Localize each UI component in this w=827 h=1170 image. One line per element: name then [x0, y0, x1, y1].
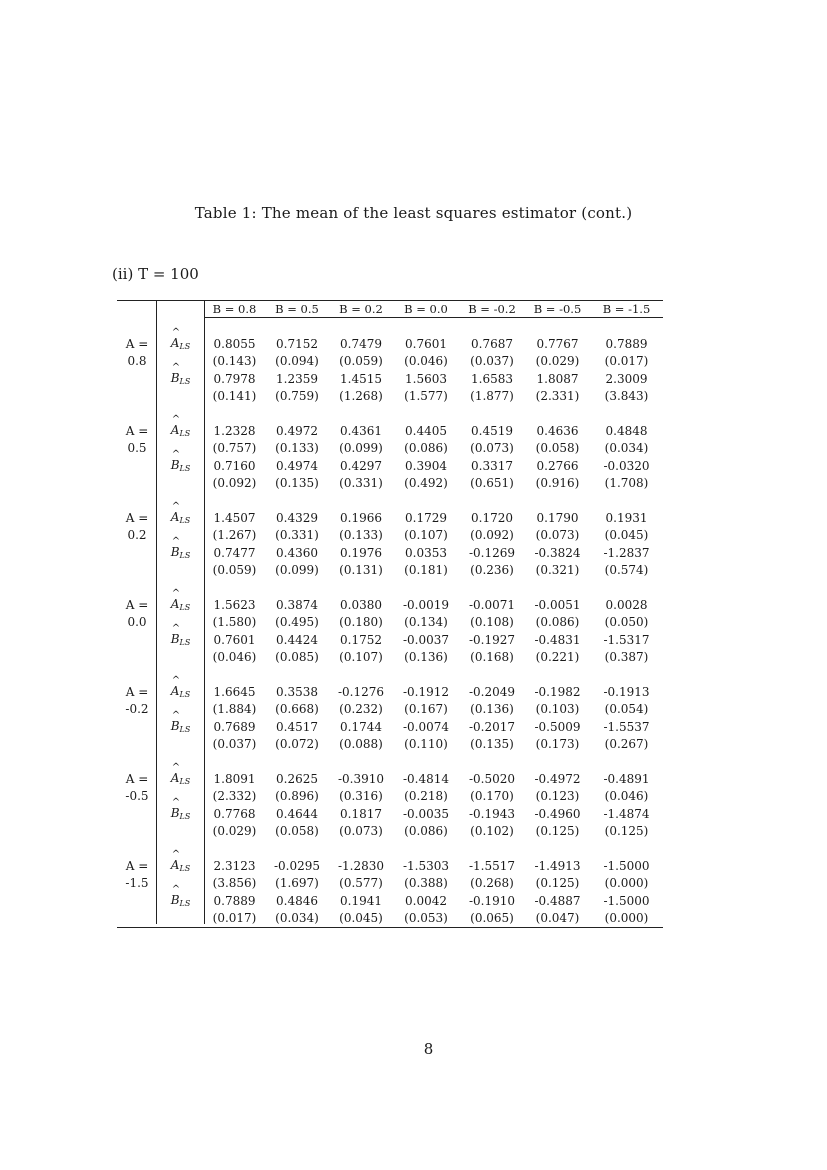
table-cell: 0.4644	[276, 806, 318, 821]
table-group	[117, 492, 663, 579]
table-cell: -1.2837	[603, 545, 650, 560]
table-group	[117, 579, 663, 666]
table-cell: 0.4846	[276, 893, 318, 908]
table-cell: (0.125)	[535, 824, 580, 839]
table-cell: -0.0295	[273, 858, 321, 873]
table-row	[117, 475, 663, 493]
table-cell: 0.7479	[340, 336, 382, 351]
table-cell: (1.877)	[470, 389, 514, 404]
table-cell: (0.574)	[604, 563, 649, 578]
table-cell: 0.1744	[340, 719, 382, 734]
a-label-cell: -0.2	[125, 702, 149, 717]
table-cell: (0.045)	[604, 528, 649, 543]
table-cell: (0.034)	[604, 441, 649, 456]
table-cell: -0.0320	[603, 458, 650, 473]
table-cell: (1.580)	[212, 615, 257, 630]
table-cell: -1.5303	[402, 858, 450, 873]
table-cell: -1.4913	[534, 858, 581, 873]
table-cell: (0.073)	[535, 528, 580, 543]
table-cell: (0.107)	[339, 650, 383, 665]
table-cell: 0.3874	[276, 597, 318, 612]
table-cell: -0.1912	[402, 684, 450, 699]
table-cell: -0.5020	[468, 771, 516, 786]
table-cell: (0.321)	[535, 563, 580, 578]
a-label-cell: 0.0	[127, 615, 147, 630]
table-cell: (0.092)	[470, 528, 514, 543]
table-cell: (0.086)	[404, 824, 448, 839]
table-cell: 0.2766	[536, 458, 579, 473]
table-cell: (0.107)	[404, 528, 448, 543]
table-cell: -0.1910	[468, 893, 516, 908]
table-cell: 0.1976	[340, 545, 382, 560]
table-cell: (1.268)	[339, 389, 383, 404]
table-row	[117, 683, 663, 701]
table-cell: 0.7601	[405, 336, 447, 351]
table-cell: -0.1943	[468, 806, 516, 821]
table-group	[117, 405, 663, 492]
table-cell: (0.267)	[604, 737, 649, 752]
table-cell: -0.4960	[534, 806, 581, 821]
a-label-cell: A =	[125, 858, 149, 873]
table-cell: 0.4974	[276, 458, 318, 473]
table-cell: -1.5000	[603, 858, 650, 873]
table-group	[117, 318, 663, 405]
table-cell: (0.017)	[604, 354, 649, 369]
table-cell: 0.4636	[536, 423, 579, 438]
table-group	[117, 753, 663, 840]
table-cell: (0.135)	[275, 476, 319, 491]
table-cell: (0.331)	[339, 476, 383, 491]
table-cell: -0.4831	[534, 632, 581, 647]
table-cell: (2.331)	[535, 389, 580, 404]
table-cell: (0.916)	[535, 476, 580, 491]
table-cell: -0.2017	[468, 719, 516, 734]
table-cell: (0.133)	[275, 441, 319, 456]
table-row	[117, 614, 663, 632]
table-row	[117, 440, 663, 458]
table-cell: 1.6645	[213, 684, 256, 699]
table-cell: 1.4515	[340, 371, 382, 386]
table-cell: (0.125)	[604, 824, 649, 839]
table-row	[117, 701, 663, 719]
table-cell: (0.103)	[535, 702, 580, 717]
table-cell: (0.173)	[535, 737, 580, 752]
estimator-label: ^ $A_{LS}$	[157, 597, 204, 612]
table-cell: (0.017)	[212, 911, 257, 926]
table-cell: (0.316)	[339, 789, 383, 804]
col-header: B = 0.0	[404, 302, 448, 316]
a-label-cell: A =	[125, 597, 149, 612]
table-cell: 0.1752	[340, 632, 382, 647]
table-cell: (0.181)	[404, 563, 448, 578]
table-cell: (0.492)	[404, 476, 448, 491]
table-cell: 0.7601	[213, 632, 256, 647]
table-header-row	[204, 301, 663, 318]
table-cell: 0.7889	[605, 336, 648, 351]
table-cell: 0.3904	[405, 458, 447, 473]
table-cell: -0.4972	[534, 771, 581, 786]
table-row	[117, 631, 663, 649]
table-row	[117, 596, 663, 614]
table-cell: (3.856)	[212, 876, 257, 891]
table-subheading: (ii) T = 100	[112, 265, 199, 283]
a-label-cell: A =	[125, 771, 149, 786]
table-cell: (0.099)	[275, 563, 319, 578]
estimator-label: ^ $A_{LS}$	[157, 858, 204, 873]
table-row	[117, 892, 663, 910]
table-cell: (0.073)	[339, 824, 383, 839]
table-row	[117, 457, 663, 475]
table-cell: 0.1720	[471, 510, 513, 525]
results-table	[117, 300, 663, 928]
table-cell: 0.3538	[276, 684, 318, 699]
col-header: B = 0.5	[275, 302, 319, 316]
table-cell: 0.4972	[276, 423, 318, 438]
table-cell: -1.5537	[603, 719, 650, 734]
table-cell: (0.759)	[275, 389, 319, 404]
table-cell: (0.000)	[604, 911, 649, 926]
table-cell: (0.170)	[470, 789, 514, 804]
table-cell: 0.4848	[605, 423, 648, 438]
table-cell: 0.1729	[405, 510, 447, 525]
table-cell: (0.072)	[275, 737, 319, 752]
table-cell: (0.073)	[470, 441, 514, 456]
table-cell: (0.058)	[535, 441, 580, 456]
table-cell: (0.053)	[404, 911, 448, 926]
table-cell: -0.4891	[603, 771, 650, 786]
table-cell: (1.267)	[212, 528, 257, 543]
estimator-label: ^ $A_{LS}$	[157, 510, 204, 525]
table-cell: (0.236)	[470, 563, 514, 578]
table-cell: -1.5517	[468, 858, 516, 873]
table-cell: 1.8087	[536, 371, 579, 386]
table-cell: -0.1927	[468, 632, 516, 647]
table-row	[117, 527, 663, 545]
table-cell: 0.7889	[213, 893, 256, 908]
col-header: B = -0.2	[468, 302, 516, 316]
table-cell: 0.2625	[276, 771, 318, 786]
table-cell: -0.1276	[337, 684, 385, 699]
table-cell: 0.0380	[340, 597, 382, 612]
table-cell: 0.7768	[213, 806, 256, 821]
table-cell: 0.0353	[405, 545, 447, 560]
table-cell: (0.134)	[404, 615, 448, 630]
table-cell: (0.045)	[339, 911, 383, 926]
a-label-cell: A =	[125, 684, 149, 699]
table-cell: (0.232)	[339, 702, 383, 717]
table-cell: -0.2049	[468, 684, 516, 699]
table-cell: (0.046)	[212, 650, 257, 665]
col-header: B = 0.8	[212, 302, 257, 316]
table-cell: (1.884)	[212, 702, 257, 717]
table-cell: (0.094)	[275, 354, 319, 369]
table-cell: -1.5000	[603, 893, 650, 908]
table-body	[117, 318, 663, 927]
table-cell: (0.065)	[470, 911, 514, 926]
table-cell: (0.143)	[212, 354, 257, 369]
table-cell: (0.000)	[604, 876, 649, 891]
table-cell: (0.388)	[404, 876, 448, 891]
table-cell: 0.4361	[340, 423, 382, 438]
table-cell: 0.7160	[213, 458, 256, 473]
estimator-label: ^ $B_{LS}$	[157, 371, 204, 386]
table-cell: (0.058)	[275, 824, 319, 839]
table-cell: 0.3317	[471, 458, 513, 473]
table-row	[117, 353, 663, 371]
table-cell: -1.4874	[603, 806, 650, 821]
table-cell: (0.059)	[339, 354, 383, 369]
table-cell: 0.8055	[213, 336, 256, 351]
table-cell: (0.123)	[535, 789, 580, 804]
table-cell: 0.1941	[340, 893, 382, 908]
table-cell: 0.4405	[405, 423, 447, 438]
table-cell: 1.8091	[213, 771, 256, 786]
table-cell: 0.1966	[340, 510, 382, 525]
table-row	[117, 736, 663, 754]
table-row	[117, 388, 663, 406]
table-cell: -0.1913	[603, 684, 650, 699]
table-cell: -0.0071	[468, 597, 516, 612]
table-cell: (0.131)	[339, 563, 383, 578]
table-cell: -0.0037	[402, 632, 450, 647]
table-cell: 0.4360	[276, 545, 318, 560]
table-group	[117, 666, 663, 753]
table-cell: (0.037)	[470, 354, 514, 369]
table-cell: (2.332)	[212, 789, 257, 804]
table-cell: (0.046)	[604, 789, 649, 804]
table-row	[117, 718, 663, 736]
table-cell: 1.5603	[405, 371, 447, 386]
a-label-cell: -0.5	[125, 789, 149, 804]
table-cell: (0.141)	[212, 389, 257, 404]
table-row	[117, 788, 663, 806]
page-number: 8	[423, 1040, 434, 1058]
table-cell: 1.4507	[213, 510, 256, 525]
table-cell: (0.054)	[604, 702, 649, 717]
table-cell: (0.034)	[275, 911, 319, 926]
a-label-cell: A =	[125, 423, 149, 438]
table-cell: (0.221)	[535, 650, 580, 665]
table-cell: (0.757)	[212, 441, 257, 456]
table-cell: (0.088)	[339, 737, 383, 752]
table-cell: (0.218)	[404, 789, 448, 804]
table-row	[117, 544, 663, 562]
table-row	[117, 370, 663, 388]
table-row	[117, 422, 663, 440]
table-cell: -0.0074	[402, 719, 450, 734]
table-cell: (0.047)	[535, 911, 580, 926]
estimator-label: ^ $B_{LS}$	[157, 893, 204, 908]
table-cell: (3.843)	[604, 389, 649, 404]
table-cell: (0.102)	[470, 824, 514, 839]
table-row	[117, 649, 663, 667]
table-row	[117, 770, 663, 788]
table-cell: 1.2328	[213, 423, 256, 438]
table-row	[117, 857, 663, 875]
table-cell: (1.708)	[604, 476, 649, 491]
estimator-label: ^ $A_{LS}$	[157, 771, 204, 786]
table-cell: (0.180)	[339, 615, 383, 630]
a-label-cell: A =	[125, 336, 149, 351]
table-cell: 0.0028	[605, 597, 648, 612]
estimator-label: ^ $A_{LS}$	[157, 684, 204, 699]
table-cell: (1.697)	[275, 876, 319, 891]
table-cell: (0.896)	[275, 789, 319, 804]
table-cell: (0.577)	[339, 876, 383, 891]
table-cell: 0.4424	[276, 632, 318, 647]
table-cell: 1.6583	[471, 371, 513, 386]
table-cell: 1.2359	[276, 371, 318, 386]
table-cell: (0.133)	[339, 528, 383, 543]
table-cell: (0.168)	[470, 650, 514, 665]
table-caption: Table 1: The mean of the least squares estimator (cont.)	[194, 204, 633, 222]
estimator-label: ^ $B_{LS}$	[157, 632, 204, 647]
table-row	[117, 335, 663, 353]
col-header: B = -1.5	[602, 302, 651, 316]
table-cell: 0.4297	[340, 458, 382, 473]
table-cell: (0.059)	[212, 563, 257, 578]
table-cell: (0.029)	[212, 824, 257, 839]
table-cell: (1.577)	[404, 389, 448, 404]
table-cell: (0.135)	[470, 737, 514, 752]
estimator-label: ^ $B_{LS}$	[157, 458, 204, 473]
table-cell: (0.092)	[212, 476, 257, 491]
table-cell: -0.3824	[534, 545, 581, 560]
estimator-label: ^ $B_{LS}$	[157, 545, 204, 560]
table-cell: 2.3009	[605, 371, 648, 386]
table-group	[117, 840, 663, 927]
table-cell: (0.495)	[275, 615, 319, 630]
table-cell: (0.029)	[535, 354, 580, 369]
table-cell: (0.668)	[275, 702, 319, 717]
table-cell: -0.4887	[534, 893, 581, 908]
table-cell: (0.387)	[604, 650, 649, 665]
col-header: B = -0.5	[533, 302, 582, 316]
table-cell: (0.651)	[470, 476, 514, 491]
table-cell: -0.3910	[337, 771, 385, 786]
estimator-label: ^ $A_{LS}$	[157, 336, 204, 351]
table-cell: (0.046)	[404, 354, 448, 369]
table-cell: -0.0035	[402, 806, 450, 821]
a-label-cell: -1.5	[125, 876, 149, 891]
table-cell: 0.1931	[605, 510, 648, 525]
table-cell: 0.4519	[471, 423, 513, 438]
table-row	[117, 823, 663, 841]
table-cell: (0.050)	[604, 615, 649, 630]
table-cell: -1.2830	[337, 858, 385, 873]
table-cell: (0.099)	[339, 441, 383, 456]
table-cell: 0.4517	[276, 719, 318, 734]
table-cell: (0.086)	[404, 441, 448, 456]
table-cell: -1.5317	[603, 632, 650, 647]
table-cell: -0.0019	[402, 597, 450, 612]
table-row	[117, 562, 663, 580]
table-cell: (0.037)	[212, 737, 257, 752]
table-cell: 0.7689	[213, 719, 256, 734]
table-cell: (0.136)	[470, 702, 514, 717]
a-label-cell: A =	[125, 510, 149, 525]
table-cell: (0.085)	[275, 650, 319, 665]
table-cell: (0.110)	[404, 737, 448, 752]
table-row	[117, 509, 663, 527]
table-cell: -0.1269	[468, 545, 516, 560]
estimator-label: ^ $B_{LS}$	[157, 806, 204, 821]
col-header: B = 0.2	[339, 302, 383, 316]
table-cell: 0.7978	[213, 371, 256, 386]
table-cell: 0.7687	[471, 336, 513, 351]
table-cell: -0.0051	[534, 597, 581, 612]
table-cell: 0.1790	[536, 510, 579, 525]
estimator-label: ^ $A_{LS}$	[157, 423, 204, 438]
table-cell: 0.7477	[213, 545, 256, 560]
a-label-cell: 0.8	[127, 354, 147, 369]
table-cell: (0.108)	[470, 615, 514, 630]
table-cell: -0.1982	[534, 684, 581, 699]
table-cell: 0.1817	[340, 806, 382, 821]
table-cell: -0.5009	[534, 719, 581, 734]
table-cell: (0.086)	[535, 615, 580, 630]
a-label-cell: 0.5	[127, 441, 147, 456]
a-label-cell: 0.2	[127, 528, 147, 543]
table-cell: -0.4814	[402, 771, 450, 786]
table-cell: (0.136)	[404, 650, 448, 665]
table-cell: 0.0042	[405, 893, 447, 908]
table-row	[117, 875, 663, 893]
table-cell: 0.7152	[276, 336, 318, 351]
table-cell: (0.268)	[470, 876, 514, 891]
table-row	[117, 910, 663, 928]
table-cell: 2.3123	[213, 858, 256, 873]
table-cell: 0.4329	[276, 510, 318, 525]
table-row	[117, 805, 663, 823]
table-cell: 0.7767	[536, 336, 579, 351]
table-cell: (0.331)	[275, 528, 319, 543]
estimator-label: ^ $B_{LS}$	[157, 719, 204, 734]
table-cell: (0.167)	[404, 702, 448, 717]
table-cell: (0.125)	[535, 876, 580, 891]
table-cell: 1.5623	[213, 597, 256, 612]
